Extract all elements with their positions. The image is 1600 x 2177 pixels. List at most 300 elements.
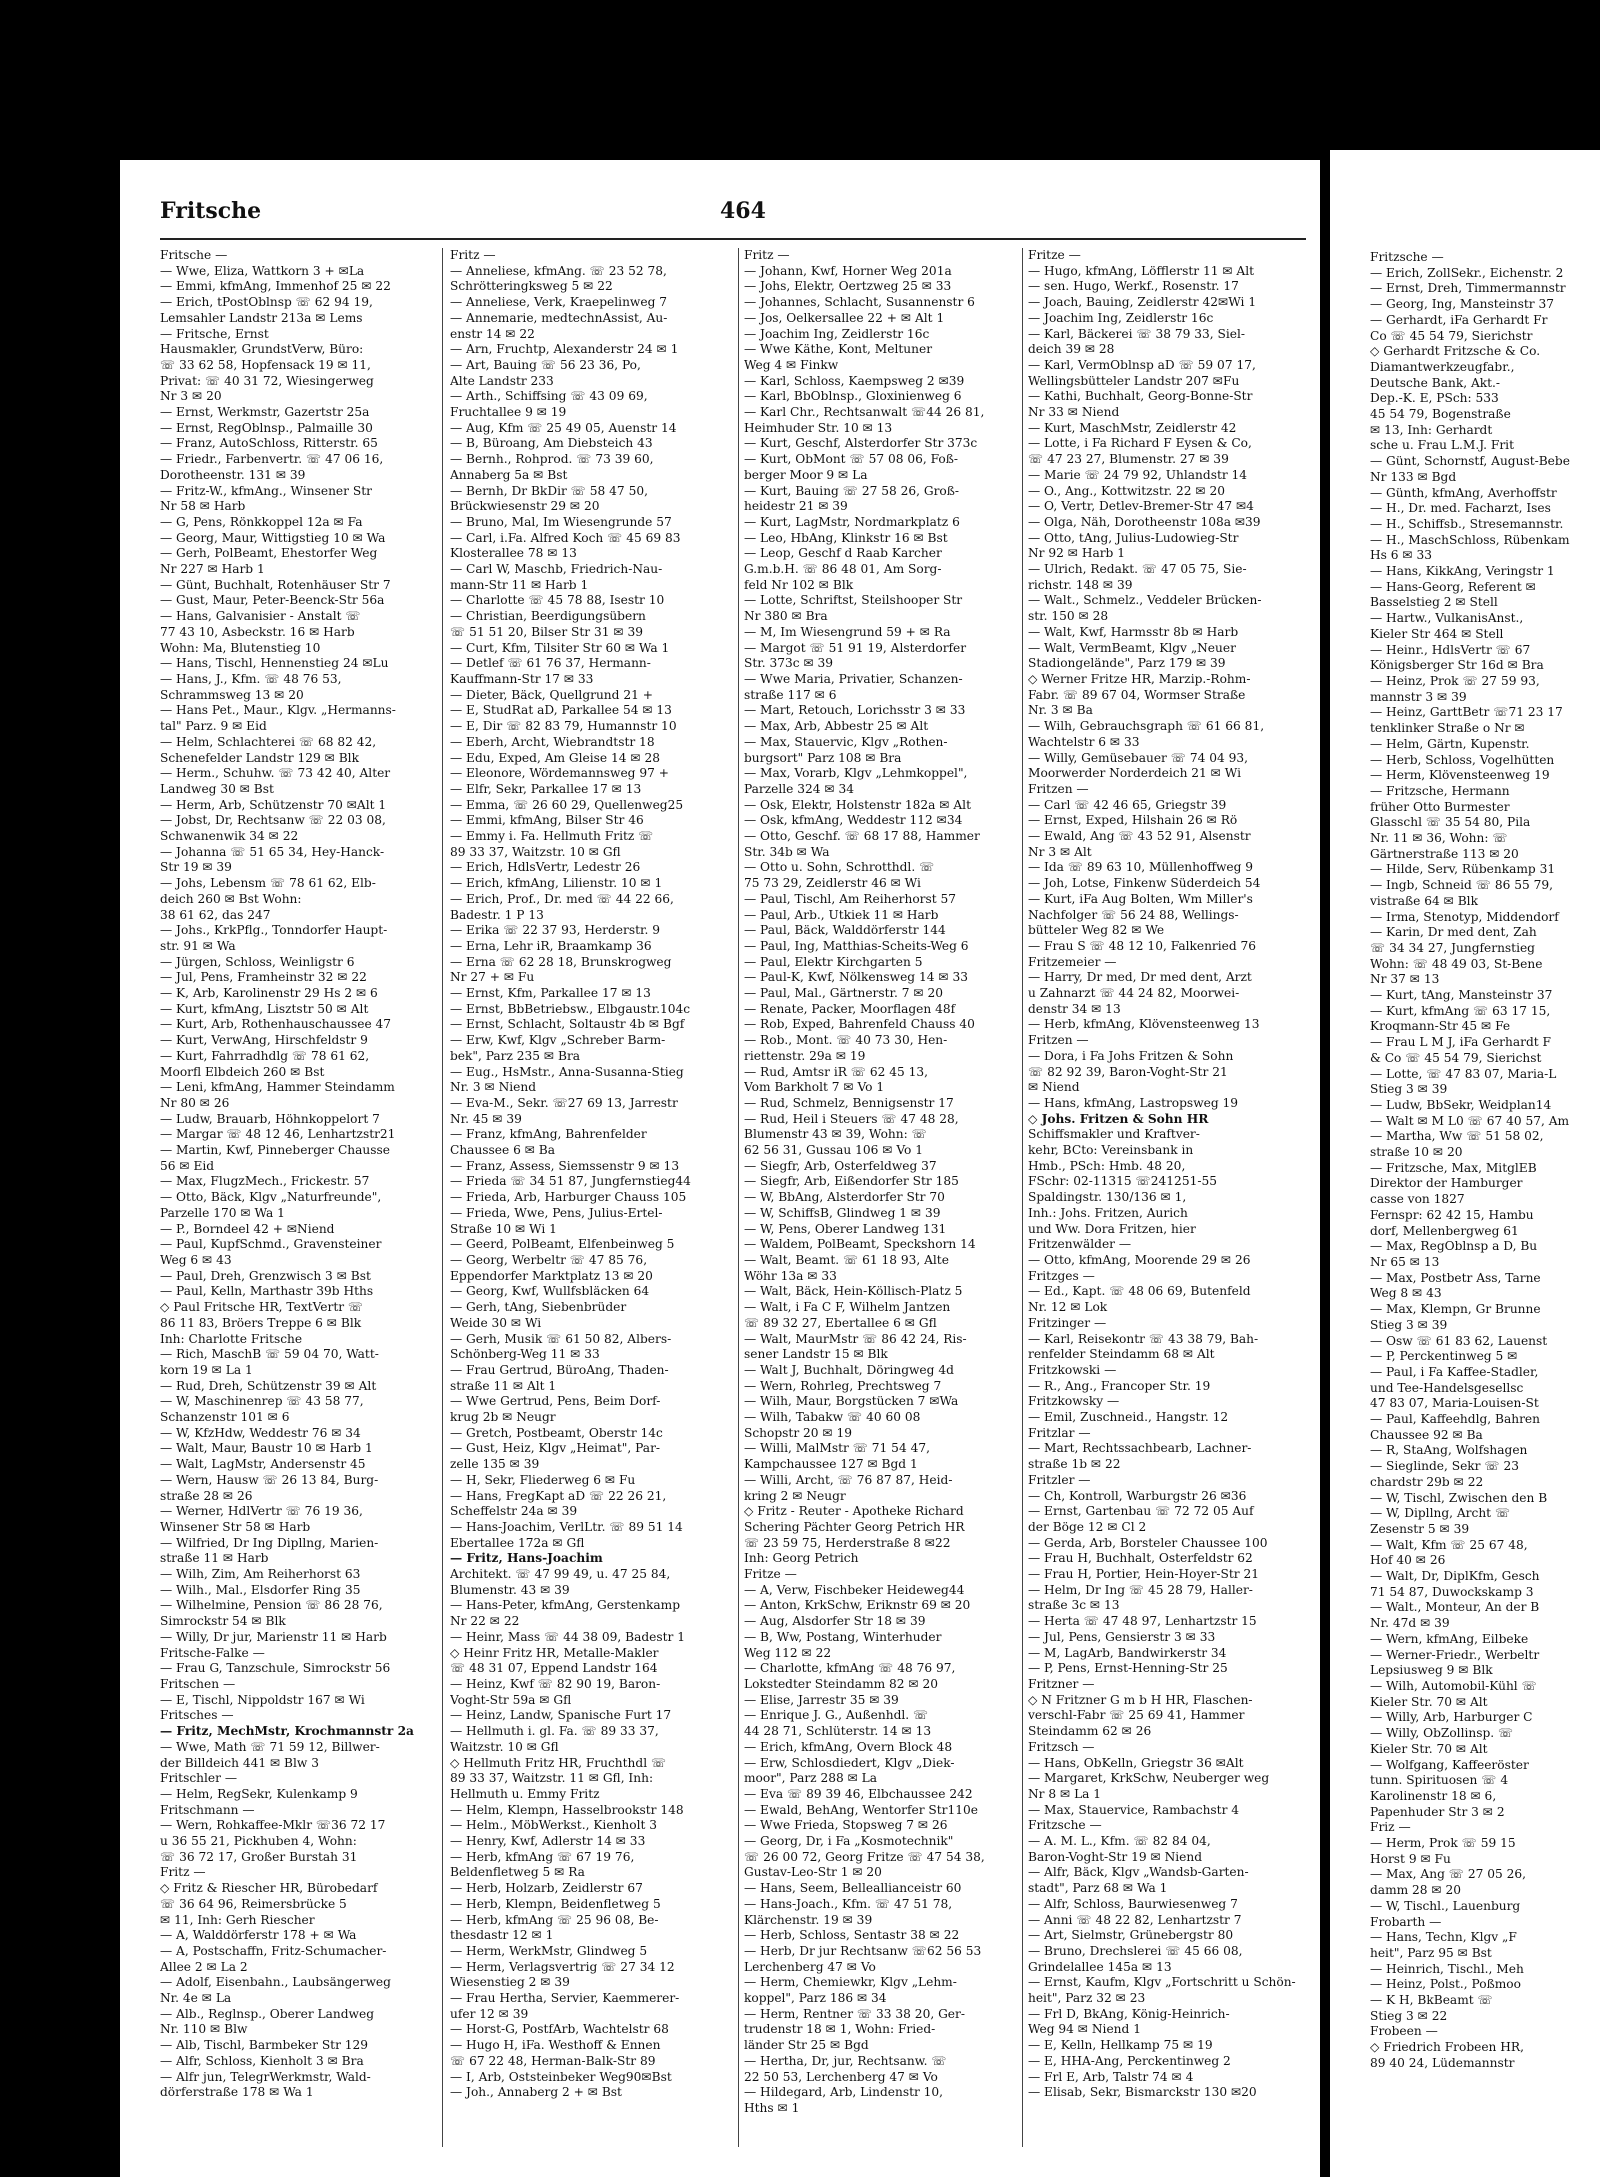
directory-line: tal" Parz. 9 ✉ Eid: [160, 719, 267, 734]
directory-line: — Walt, Maur, Baustr 10 ✉ Harb 1: [160, 1441, 373, 1456]
directory-line: Nr. 4e ✉ La: [160, 1991, 232, 2006]
directory-line: ☏ 51 51 20, Bilser Str 31 ✉ 39: [450, 624, 643, 639]
directory-line: — Willy, Dr jur, Marienstr 11 ✉ Harb: [160, 1629, 387, 1644]
directory-line: & Co ☏ 45 54 79, Sierichst: [1370, 1050, 1542, 1065]
column-4: [1028, 248, 1298, 2101]
directory-line: mann-Str 11 ✉ Harb 1: [450, 577, 589, 592]
directory-line: ufer 12 ✉ 39: [450, 2006, 529, 2021]
directory-line: Wiesenstieg 2 ✉ 39: [450, 1975, 570, 1990]
directory-line: — Frl E, Arb, Talstr 74 ✉ 4: [1028, 2069, 1194, 2084]
directory-line: — Hans-Georg, Referent ✉: [1370, 579, 1536, 594]
directory-line: Stadiongelände", Parz 179 ✉ 39: [1028, 656, 1226, 671]
directory-line: — Wilhelmine, Pension ☏ 86 28 76,: [160, 1598, 383, 1613]
directory-line: — O., Ang., Kottwitzstr. 22 ✉ 20: [1028, 483, 1225, 498]
directory-line: — Max, Ang ☏ 27 05 26,: [1370, 1867, 1527, 1882]
directory-line: Nr 380 ✉ Bra: [744, 609, 828, 624]
directory-line: ✉ 11, Inh: Gerh Riescher: [160, 1912, 315, 1927]
directory-line: — Fritzsche, Max, MitglEB: [1370, 1160, 1537, 1175]
directory-line: — W, SchiffsB, Glindweg 1 ✉ 39: [744, 1205, 941, 1220]
directory-line: — Lotte, Schriftst, Steilshooper Str: [744, 593, 963, 608]
directory-line: 62 56 31, Gussau 106 ✉ Vo 1: [744, 1143, 923, 1158]
directory-line: — Ed., Kapt. ☏ 48 06 69, Butenfeld: [1028, 1284, 1251, 1299]
directory-line: Nr. 110 ✉ Blw: [160, 2022, 248, 2037]
directory-line: Fritzinger —: [1028, 1315, 1107, 1330]
directory-line: — Max, FlugzMech., Frickestr. 57: [160, 1174, 370, 1189]
directory-line: Fritsche-Falke —: [160, 1645, 265, 1660]
directory-line: — Ernst, Dreh, Timmermannstr: [1370, 281, 1566, 296]
directory-line: — A. M. L., Kfm. ☏ 82 84 04,: [1028, 1834, 1211, 1849]
directory-line: Nr 33 ✉ Niend: [1028, 405, 1120, 420]
directory-line: — Erich, HdlsVertr, Ledestr 26: [450, 860, 641, 875]
directory-line: ◇ Hellmuth Fritz HR, Fruchthdl ☏: [450, 1755, 667, 1770]
directory-line: Fritz —: [450, 248, 496, 262]
directory-line: heit", Parz 32 ✉ 23: [1028, 1991, 1146, 2006]
directory-line: Schrötteringksweg 5 ✉ 22: [450, 279, 613, 294]
directory-line: ✉ 13, Inh: Gerhardt: [1370, 422, 1493, 437]
directory-line: Nr. 47d ✉ 39: [1370, 1616, 1450, 1631]
directory-line: — Rud, Amtsr iR ☏ 62 45 13,: [744, 1064, 929, 1079]
directory-line: — M, LagArb, Bandwirkerstr 34: [1028, 1645, 1227, 1660]
directory-line: — Frieda, Wwe, Pens, Julius-Ertel-: [450, 1205, 663, 1220]
directory-line: — Ewald, BehAng, Wentorfer Str110e: [744, 1802, 978, 1817]
directory-line: burgsort" Parz 108 ✉ Bra: [744, 750, 902, 765]
directory-line: 89 33 37, Waitzstr. 11 ✉ Gfl, Inh:: [450, 1771, 654, 1786]
directory-line: Fritzkowsky —: [1028, 1394, 1120, 1409]
directory-line: krug 2b ✉ Neugr: [450, 1410, 556, 1425]
directory-line: Nr 80 ✉ 26: [160, 1095, 230, 1110]
directory-line: — Gretch, Postbeamt, Oberstr 14c: [450, 1425, 663, 1440]
directory-line: — Hans, Galvanisier - Anstalt ☏: [160, 609, 361, 624]
directory-line: — Emil, Zuschneid., Hangstr. 12: [1028, 1410, 1229, 1425]
directory-line: 89 33 37, Waitzstr. 10 ✉ Gfl: [450, 844, 621, 859]
directory-line: — Helm, Dr Ing ☏ 45 28 79, Haller-: [1028, 1582, 1253, 1597]
directory-line: — Charlotte ☏ 45 78 88, Isestr 10: [450, 593, 665, 608]
directory-line: Nr 27 + ✉ Fu: [450, 970, 535, 985]
directory-line: Parzelle 324 ✉ 34: [744, 781, 854, 796]
directory-line: — Alb., Reglnsp., Oberer Landweg: [160, 2006, 375, 2021]
directory-line: straße 11 ✉ Harb: [160, 1551, 269, 1566]
directory-line: — Karl, Reisekontr ☏ 43 38 79, Bah-: [1028, 1331, 1259, 1346]
directory-line: — Kathi, Buchhalt, Georg-Bonne-Str: [1028, 389, 1253, 404]
directory-line: Schenefelder Landstr 129 ✉ Blk: [160, 750, 359, 765]
directory-line: Brückwiesenstr 29 ✉ 20: [450, 499, 600, 514]
directory-line: — Lotte, ☏ 47 83 07, Maria-L: [1370, 1066, 1557, 1081]
next-page: [1330, 150, 1600, 2177]
directory-line: — Herb, Schloss, Sentastr 38 ✉ 22: [744, 1928, 960, 1943]
directory-line: ☏ 34 34 27, Jungfernstieg: [1370, 940, 1535, 955]
column-1: [160, 248, 430, 2101]
directory-line: — E, Dir ☏ 82 83 79, Humannstr 10: [450, 719, 677, 734]
directory-line: — Frieda ☏ 34 51 87, Jungfernstieg44: [450, 1174, 691, 1189]
directory-line: — Wilh., Mal., Elsdorfer Ring 35: [160, 1582, 361, 1597]
directory-line: Kieler Str. 70 ✉ Alt: [1370, 1694, 1488, 1709]
directory-line: Hths ✉ 1: [744, 2100, 800, 2115]
directory-line: — Art, Sielmstr, Grünebergstr 80: [1028, 1928, 1234, 1943]
directory-line: — Arth., Schiffsing ☏ 43 09 69,: [450, 389, 648, 404]
directory-line: — Helm., MöbWerkst., Kienholt 3: [450, 1818, 658, 1833]
directory-line: Nr 3 ✉ 20: [160, 389, 222, 404]
directory-line: verschl-Fabr ☏ 25 69 41, Hammer: [1028, 1708, 1245, 1723]
directory-line: straße 1b ✉ 22: [1028, 1457, 1121, 1472]
directory-line: — Waldem, PolBeamt, Speckshorn 14: [744, 1237, 976, 1252]
directory-line: — Kurt, LagMstr, Nordmarkplatz 6: [744, 514, 960, 529]
directory-line: — Walt, Beamt. ☏ 61 18 93, Alte: [744, 1253, 949, 1267]
directory-line: — Eleonore, Wördemannsweg 97 +: [450, 766, 669, 781]
directory-line: — Osk, Elektr, Holstenstr 182a ✉ Alt: [744, 797, 971, 812]
directory-line: Papenhuder Str 3 ✉ 2: [1370, 1804, 1505, 1819]
directory-line: — sen. Hugo, Werkf., Rosenstr. 17: [1028, 279, 1239, 294]
directory-line: — Gerda, Arb, Borsteler Chaussee 100: [1028, 1535, 1268, 1550]
directory-line: — Johann, Kwf, Horner Weg 201a: [744, 263, 952, 278]
directory-line: — Jobst, Dr, Rechtsanw ☏ 22 03 08,: [160, 813, 386, 828]
directory-line: — Otto, kfmAng, Moorende 29 ✉ 26: [1028, 1253, 1251, 1267]
directory-line: — Max, Arb, Abbestr 25 ✉ Alt: [744, 719, 929, 734]
directory-line: — Ernst, Exped, Hilshain 26 ✉ Rö: [1028, 813, 1238, 828]
directory-line: Co ☏ 45 54 79, Sierichstr: [1370, 328, 1533, 343]
directory-line: — Herb, Klempn, Beidenfletweg 5: [450, 1896, 661, 1911]
directory-line: — Paul, Kaffeehdlg, Bahren: [1370, 1412, 1540, 1427]
directory-line: — Franz, Assess, Siemssenstr 9 ✉ 13: [450, 1158, 680, 1173]
directory-line: tenklinker Straße o Nr ✉: [1370, 721, 1525, 736]
directory-line: ☏ 48 31 07, Eppend Landstr 164: [450, 1661, 658, 1676]
directory-line: — Hans, kfmAng, Lastropsweg 19: [1028, 1095, 1239, 1110]
directory-line: — Heinz, Kwf ☏ 82 90 19, Baron-: [450, 1676, 661, 1691]
directory-line: — Carl, i.Fa. Alfred Koch ☏ 45 69 83: [450, 530, 681, 545]
directory-line: — Hildegard, Arb, Lindenstr 10,: [744, 2085, 944, 2100]
directory-line: Allee 2 ✉ La 2: [160, 1959, 248, 1974]
directory-line: — Detlef ☏ 61 76 37, Hermann-: [450, 656, 651, 671]
directory-line: — Herm., Schuhw. ☏ 73 42 40, Alter: [160, 766, 391, 781]
directory-line: Zesenstr 5 ✉ 39: [1370, 1521, 1470, 1536]
directory-line: Fritzlar —: [1028, 1425, 1091, 1440]
directory-line: — Gerhardt, iFa Gerhardt Fr: [1370, 312, 1548, 327]
directory-line: Hmb., PSch: Hmb. 48 20,: [1028, 1158, 1186, 1173]
directory-line: — Geerd, PolBeamt, Elfenbeinweg 5: [450, 1237, 675, 1252]
directory-line: — Wwe, Eliza, Wattkorn 3 + ✉La: [160, 263, 365, 278]
directory-line: — Elise, Jarrestr 35 ✉ 39: [744, 1692, 899, 1707]
directory-line: Spaldingstr. 130/136 ✉ 1,: [1028, 1190, 1187, 1205]
directory-line: — Ingb, Schneid ☏ 86 55 79,: [1370, 878, 1553, 893]
directory-line: — Ulrich, Redakt. ☏ 47 05 75, Sie-: [1028, 562, 1247, 577]
directory-line: — Wolfgang, Kaffeeröster: [1370, 1757, 1529, 1772]
directory-line: — Eva-M., Sekr. ☏27 69 13, Jarrestr: [450, 1095, 678, 1110]
directory-line: Steindamm 62 ✉ 26: [1028, 1724, 1152, 1739]
directory-line: ☏ 33 62 58, Hopfensack 19 ✉ 11,: [160, 357, 371, 372]
directory-line: — Carl W, Maschb, Friedrich-Nau-: [450, 562, 663, 577]
directory-line: Fritz —: [160, 1865, 206, 1880]
directory-line: — Hans, J., Kfm. ☏ 48 76 53,: [160, 671, 342, 686]
directory-line: — Bernh., Rohprod. ☏ 73 39 60,: [450, 452, 654, 467]
directory-line: — Erw, Kwf, Klgv „Schreber Barm-: [450, 1033, 666, 1048]
directory-line: Weg 6 ✉ 43: [160, 1253, 232, 1267]
directory-line: länder Str 25 ✉ Bgd: [744, 2038, 869, 2053]
directory-line: — Carl ☏ 42 46 65, Griegstr 39: [1028, 797, 1227, 812]
directory-line: deich 260 ✉ Bst Wohn:: [160, 891, 302, 906]
directory-line: — Hilde, Serv, Rübenkamp 31: [1370, 862, 1556, 877]
directory-line: — P, Perckentinweg 5 ✉: [1370, 1349, 1518, 1364]
directory-line: — Fritz, Hans-Joachim: [450, 1551, 603, 1566]
directory-line: — Herm, Chemiewkr, Klgv „Lehm-: [744, 1975, 957, 1990]
directory-line: — Willi, Archt, ☏ 76 87 87, Heid-: [744, 1472, 953, 1487]
directory-line: — Eva ☏ 89 39 46, Elbchaussee 242: [744, 1786, 973, 1801]
directory-line: — Adolf, Eisenbahn., Laubsängerweg: [160, 1975, 391, 1990]
directory-line: — Kurt, Geschf, Alsterdorfer Str 373c: [744, 436, 978, 451]
directory-line: — Kurt, ObMont ☏ 57 08 06, Foß-: [744, 452, 958, 467]
directory-line: 45 54 79, Bogenstraße: [1370, 407, 1511, 422]
directory-line: — Kurt, kfmAng ☏ 63 17 15,: [1370, 1003, 1551, 1018]
directory-line: — W, Maschinenrep ☏ 43 58 77,: [160, 1394, 364, 1409]
directory-line: — Olga, Näh, Dorotheenstr 108a ✉39: [1028, 514, 1261, 529]
directory-line: Nr 65 ✉ 13: [1370, 1255, 1440, 1269]
directory-line: — E, HHA-Ang, Perckentinweg 2: [1028, 2053, 1231, 2068]
directory-line: — Herm, Verlagsvertrig ☏ 27 34 12: [450, 1959, 675, 1974]
directory-line: str. 150 ✉ 28: [1028, 609, 1109, 624]
directory-line: Str 19 ✉ 39: [160, 860, 232, 875]
directory-line: Klosterallee 78 ✉ 13: [450, 546, 577, 561]
directory-line: — Fritz-W., kfmAng., Winsener Str: [160, 483, 372, 498]
directory-line: Badestr. 1 P 13: [450, 907, 544, 922]
directory-line: — Herm, Rentner ☏ 33 38 20, Ger-: [744, 2006, 965, 2021]
directory-line: — Rob., Mont. ☏ 40 73 30, Hen-: [744, 1033, 948, 1048]
directory-line: Inh: Charlotte Fritsche: [160, 1331, 303, 1346]
directory-line: — Gust, Maur, Peter-Beenck-Str 56a: [160, 593, 385, 608]
directory-line: heidestr 21 ✉ 39: [744, 499, 848, 514]
directory-line: und Tee-Handelsgesellsc: [1370, 1380, 1524, 1395]
directory-line: — Aug, Kfm ☏ 25 49 05, Auenstr 14: [450, 420, 677, 435]
directory-line: Fernspr: 62 42 15, Hambu: [1370, 1207, 1534, 1222]
directory-line: Dep.-K. E, PSch: 533: [1370, 391, 1499, 406]
directory-line: Inh.: Johs. Fritzen, Aurich: [1028, 1205, 1188, 1220]
directory-line: — Ewald, Ang ☏ 43 52 91, Alsenstr: [1028, 829, 1251, 844]
directory-line: — Erich, kfmAng, Overn Block 48: [744, 1739, 953, 1754]
directory-line: renfelder Steindamm 68 ✉ Alt: [1028, 1347, 1215, 1362]
directory-line: tunn. Spirituosen ☏ 4: [1370, 1773, 1509, 1788]
directory-line: Schrammsweg 13 ✉ 20: [160, 687, 304, 702]
directory-line: — Günt, Schornstf, August-Bebe: [1370, 454, 1570, 469]
directory-line: — Frau H, Portier, Hein-Hoyer-Str 21: [1028, 1567, 1259, 1582]
directory-line: — Wilh, Tabakw ☏ 40 60 08: [744, 1410, 921, 1425]
directory-line: Schering Pächter Georg Petrich HR: [744, 1519, 965, 1534]
directory-line: — Frl D, BkAng, König-Heinrich-: [1028, 2006, 1230, 2021]
directory-line: — Jürgen, Schloss, Weinligstr 6: [160, 954, 355, 969]
directory-line: Stieg 3 ✉ 39: [1370, 1082, 1448, 1097]
directory-line: Lemsahler Landstr 213a ✉ Lems: [160, 310, 363, 325]
directory-line: Fritschmann —: [160, 1802, 255, 1817]
directory-line: — Frau Gertrud, BüroAng, Thaden-: [450, 1362, 669, 1377]
directory-line: Winsener Str 58 ✉ Harb: [160, 1519, 311, 1534]
directory-line: — Anneliese, kfmAng. ☏ 23 52 78,: [450, 263, 667, 278]
directory-line: Chaussee 92 ✉ Ba: [1370, 1427, 1483, 1442]
directory-line: Fritzges —: [1028, 1268, 1095, 1283]
directory-line: — Erich, kfmAng, Lilienstr. 10 ✉ 1: [450, 876, 663, 891]
directory-line: — Heinrich, Tischl., Meh: [1370, 1961, 1524, 1976]
directory-line: — W, BbAng, Alsterdorfer Str 70: [744, 1190, 945, 1205]
directory-line: — E, Tischl, Nippoldstr 167 ✉ Wi: [160, 1692, 365, 1707]
directory-line: — Wilh, Automobil-Kühl ☏: [1370, 1678, 1537, 1693]
directory-line: — Karin, Dr med dent, Zah: [1370, 925, 1537, 940]
directory-line: — Alfr, Bäck, Klgv „Wandsb-Garten-: [1028, 1865, 1249, 1880]
directory-line: — Johs, Elektr, Oertzweg 25 ✉ 33: [744, 279, 952, 294]
directory-line: — Kurt, Arb, Rothenhauschaussee 47: [160, 1017, 392, 1032]
directory-line: — Heinz, Polst., Poßmoo: [1370, 1977, 1521, 1992]
directory-line: Frobeen —: [1370, 2024, 1438, 2039]
directory-line: — Ernst, RegOblnsp., Palmaille 30: [160, 420, 373, 435]
directory-line: — Wwe Käthe, Kont, Meltuner: [744, 342, 933, 357]
directory-line: — Joh, Lotse, Finkenw Süderdeich 54: [1028, 876, 1261, 891]
directory-line: Stieg 3 ✉ 22: [1370, 2008, 1448, 2023]
directory-line: — Heinz, Prok ☏ 27 59 93,: [1370, 673, 1540, 688]
directory-line: — Walt, LagMstr, Andersenstr 45: [160, 1457, 366, 1472]
directory-line: der Billdeich 441 ✉ Blw 3: [160, 1755, 319, 1770]
directory-line: — Osw ☏ 61 83 62, Lauenst: [1370, 1333, 1548, 1348]
directory-line: — G, Pens, Rönkkoppel 12a ✉ Fa: [160, 514, 363, 529]
directory-line: — Karl, VermOblnsp aD ☏ 59 07 17,: [1028, 357, 1256, 372]
directory-line: — Kurt, tAng, Mansteinstr 37: [1370, 988, 1553, 1003]
directory-line: Moorfl Elbdeich 260 ✉ Bst: [160, 1064, 325, 1079]
directory-line: Weg 4 ✉ Finkw: [744, 357, 839, 372]
directory-line: Nr. 45 ✉ 39: [450, 1111, 522, 1126]
directory-line: ☏ 67 22 48, Herman-Balk-Str 89: [450, 2053, 656, 2068]
directory-line: — Anton, KrkSchw, Eriknstr 69 ✉ 20: [744, 1598, 971, 1613]
directory-line: — Harry, Dr med, Dr med dent, Arzt: [1028, 970, 1252, 985]
directory-line: Scheffelstr 24a ✉ 39: [450, 1504, 578, 1519]
directory-line: — Walt, Kfm ☏ 25 67 48,: [1370, 1537, 1528, 1552]
directory-line: — Eug., HsMstr., Anna-Susanna-Stieg: [450, 1064, 684, 1079]
directory-line: Annaberg 5a ✉ Bst: [450, 467, 568, 482]
directory-line: Baron-Voght-Str 19 ✉ Niend: [1028, 1849, 1202, 1864]
directory-line: — Edu, Exped, Am Gleise 14 ✉ 28: [450, 750, 660, 765]
directory-line: Str. 34b ✉ Wa: [744, 844, 830, 859]
directory-line: — Wilh, Gebrauchsgraph ☏ 61 66 81,: [1028, 719, 1265, 734]
directory-line: Hs 6 ✉ 33: [1370, 548, 1432, 563]
directory-line: — Georg, Werbeltr ☏ 47 85 76,: [450, 1253, 648, 1267]
directory-line: — Helm, RegSekr, Kulenkamp 9: [160, 1786, 358, 1801]
directory-line: — W, Pens, Oberer Landweg 131: [744, 1221, 947, 1236]
directory-line: — Anni ☏ 48 22 82, Lenhartzstr 7: [1028, 1912, 1242, 1927]
directory-line: — Walt, Dr, DiplKfm, Gesch: [1370, 1569, 1540, 1584]
directory-line: — Alfr jun, TelegrWerkmstr, Wald-: [160, 2069, 371, 2084]
directory-line: — Ernst, Gartenbau ☏ 72 72 05 Auf: [1028, 1504, 1254, 1519]
directory-line: Fritschen —: [160, 1676, 236, 1691]
directory-line: — Fritz, MechMstr, Krochmannstr 2a: [160, 1724, 414, 1739]
directory-line: — Herb, Schloss, Vogelhütten: [1370, 752, 1555, 767]
directory-line: Hellmuth u. Emmy Fritz: [450, 1786, 600, 1801]
directory-line: 47 83 07, Maria-Louisen-St: [1370, 1396, 1539, 1411]
directory-line: — Georg, Ing, Mansteinstr 37: [1370, 297, 1555, 312]
directory-line: — W, KfzHdw, Weddestr 76 ✉ 34: [160, 1425, 361, 1440]
directory-line: — Karl, Schloss, Kaempsweg 2 ✉39: [744, 373, 965, 388]
directory-line: Nr 92 ✉ Harb 1: [1028, 546, 1125, 561]
directory-line: — Walt., Monteur, An der B: [1370, 1600, 1540, 1615]
directory-line: Kauffmann-Str 17 ✉ 33: [450, 671, 594, 686]
directory-line: — Paul, Arb., Utkiek 11 ✉ Harb: [744, 907, 939, 922]
directory-line: — Ida ☏ 89 63 10, Müllenhoffweg 9: [1028, 860, 1254, 875]
directory-line: — Max, RegOblnsp a D, Bu: [1370, 1239, 1538, 1254]
directory-line: 75 73 29, Zeidlerstr 46 ✉ Wi: [744, 876, 921, 891]
directory-line: Fruchtallee 9 ✉ 19: [450, 405, 567, 420]
directory-line: Fritsche —: [160, 248, 228, 262]
column-2: [450, 248, 720, 2101]
directory-line: Chaussee 6 ✉ Ba: [450, 1143, 556, 1158]
directory-line: Privat: ☏ 40 31 72, Wiesingerweg: [160, 373, 374, 388]
directory-line: Dorotheenstr. 131 ✉ 39: [160, 467, 306, 482]
directory-line: — Georg, Dr, i Fa „Kosmotechnik": [744, 1834, 954, 1849]
directory-line: — Eberh, Archt, Wiebrandtstr 18: [450, 734, 655, 749]
directory-line: — Franz, AutoSchloss, Ritterstr. 65: [160, 436, 378, 451]
directory-line: — A, Verw, Fischbeker Heideweg44: [744, 1582, 965, 1597]
directory-line: — Heinz, GarttBetr ☏71 23 17: [1370, 705, 1563, 720]
directory-line: — E, Kelln, Hellkamp 75 ✉ 19: [1028, 2038, 1213, 2053]
directory-line: Kieler Str 464 ✉ Stell: [1370, 626, 1504, 641]
directory-line: — Fritzsche, Hermann: [1370, 783, 1510, 798]
directory-page: [120, 160, 1320, 2177]
directory-line: Fritsches —: [160, 1708, 234, 1723]
directory-line: Schopstr 20 ✉ 19: [744, 1425, 852, 1440]
directory-line: enstr 14 ✉ 22: [450, 326, 535, 341]
directory-line: — Hartw., VulkanisAnst.,: [1370, 611, 1524, 626]
directory-line: — Wilfried, Dr Ing Dipllng, Marien-: [160, 1535, 379, 1550]
directory-line: ◇ Johs. Fritzen & Sohn HR: [1028, 1111, 1209, 1126]
directory-line: — Walt, i Fa C F, Wilhelm Jantzen: [744, 1300, 951, 1315]
directory-line: Fritzenwälder —: [1028, 1237, 1132, 1252]
directory-line: — Alfr, Schloss, Kienholt 3 ✉ Bra: [160, 2053, 364, 2068]
directory-line: — Frau L M J, iFa Gerhardt F: [1370, 1035, 1551, 1050]
directory-line: — Max, Klempn, Gr Brunne: [1370, 1302, 1541, 1317]
directory-line: Moorwerder Norderdeich 21 ✉ Wi: [1028, 766, 1241, 781]
directory-line: — Martin, Kwf, Pinneberger Chausse: [160, 1143, 390, 1158]
directory-line: Vom Barkholt 7 ✉ Vo 1: [744, 1080, 885, 1095]
directory-line: Nr. 3 ✉ Niend: [450, 1080, 537, 1095]
column-3: [744, 248, 1014, 2117]
directory-line: Fritzsche —: [1370, 250, 1444, 264]
directory-line: — Joachim Ing, Zeidlerstr 16c: [744, 326, 930, 341]
directory-line: Nr 227 ✉ Harb 1: [160, 562, 265, 577]
directory-line: — Bernh, Dr BkDir ☏ 58 47 50,: [450, 483, 648, 498]
directory-line: Architekt. ☏ 47 99 49, u. 47 25 84,: [450, 1567, 671, 1582]
directory-line: — Kurt, kfmAng, Lisztstr 50 ✉ Alt: [160, 1001, 369, 1016]
directory-line: — Paul, Elektr Kirchgarten 5: [744, 954, 923, 969]
directory-line: Schiffsmakler und Kraftver-: [1028, 1127, 1200, 1142]
directory-line: — Gerh, Musik ☏ 61 50 82, Albers-: [450, 1331, 672, 1346]
directory-line: Ebertallee 172a ✉ Gfl: [450, 1535, 585, 1550]
directory-line: — Paul, KupfSchmd., Gravensteiner: [160, 1237, 382, 1252]
directory-line: — Hans-Joachim, VerlLtr. ☏ 89 51 14: [450, 1519, 683, 1534]
directory-line: straße 10 ✉ 20: [1370, 1145, 1463, 1160]
directory-line: und Ww. Dora Fritzen, hier: [1028, 1221, 1196, 1236]
directory-line: — Hugo, kfmAng, Löfflerstr 11 ✉ Alt: [1028, 263, 1255, 278]
directory-line: — Frau H, Buchhalt, Osterfeldstr 62: [1028, 1551, 1253, 1566]
directory-line: deich 39 ✉ 28: [1028, 342, 1115, 357]
directory-line: Parzelle 170 ✉ Wa 1: [160, 1205, 285, 1220]
directory-line: Simrockstr 54 ✉ Blk: [160, 1614, 286, 1629]
directory-line: — Siegfr, Arb, Eißendorfer Str 185: [744, 1174, 959, 1189]
directory-line: — Frau S ☏ 48 12 10, Falkenried 76: [1028, 938, 1257, 953]
page-header-word: Fritsche: [160, 198, 262, 224]
directory-line: — Karl Chr., Rechtsanwalt ☏44 26 81,: [744, 405, 985, 420]
directory-line: — Herb, kfmAng ☏ 67 19 76,: [450, 1849, 635, 1864]
directory-line: Nr 37 ✉ 13: [1370, 972, 1440, 987]
directory-line: — Ernst, Werkmstr, Gazertstr 25a: [160, 405, 370, 420]
directory-line: — Emmi, kfmAng, Bilser Str 46: [450, 813, 644, 828]
directory-line: — B, Ww, Postang, Winterhuder: [744, 1629, 942, 1644]
directory-line: Gärtnerstraße 113 ✉ 20: [1370, 846, 1519, 861]
directory-line: — B, Büroang, Am Diebsteich 43: [450, 436, 653, 451]
directory-line: — Jul, Pens, Framheinstr 32 ✉ 22: [160, 970, 367, 985]
directory-line: — Erw, Schlosdiedert, Klgv „Diek-: [744, 1755, 955, 1770]
directory-line: str. 91 ✉ Wa: [160, 938, 236, 953]
directory-line: — Wwe, Math ☏ 71 59 12, Billwer-: [160, 1739, 380, 1754]
directory-line: feld Nr 102 ✉ Blk: [744, 577, 854, 592]
